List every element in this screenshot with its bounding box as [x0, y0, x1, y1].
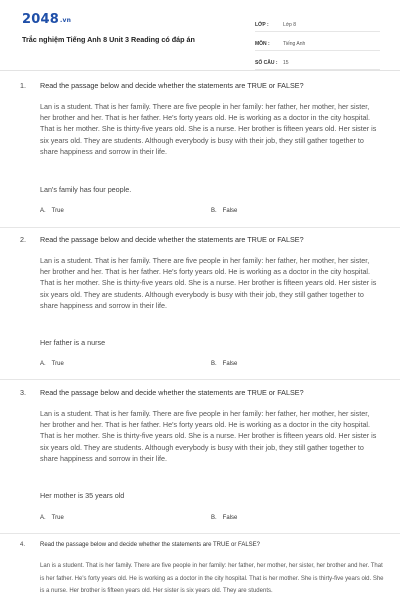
- option-text: False: [222, 361, 238, 367]
- question-passage: Lan is a student. That is her family. There are five people in her family: her father, her mother, her sister, her brother and her. That is her father. He's forty years old. He is working as a doctor in the city hospital. That is her mother. She is thirty-five years old. She is a nurse. Her brother is fifteen years old. Her sister is six years old. They are students. Although everybody is busy with their job, they still gather together to share happiness and sorrow in their life.: [40, 409, 377, 463]
- question-passage: Lan is a student. That is her family. There are five people in her family: her father, her mother, her sister, her brother and her. That is her father. He's forty years old. He is working as a doctor in the city hospital. That is her mother. She is thirty-five years old. She is a nurse. Her brother is fifteen years old. Her sister is six years old. They are students. Although everybody is busy with their job, they still gather together to share happiness and sorrow in their life.: [40, 102, 377, 156]
- meta-info: [255, 13, 380, 70]
- divider: [0, 533, 400, 534]
- question-number: 2.: [20, 235, 26, 244]
- meta-row-count: [255, 51, 380, 70]
- meta-key: MÔN :: [255, 41, 270, 47]
- question-passage: Lan is a student. That is her family. There are five people in her family: her father, her mother, her sister, her brother and her. That is her father. He's forty years old. He is working as a doctor in the city hospital. That is her mother. She is thirty-five years old. She is a nurse. Her brother is fifteen years old. Her sister is six years old. They are students.: [40, 563, 384, 594]
- meta-key: LỚP :: [255, 22, 269, 28]
- option-text: True: [51, 361, 64, 367]
- option-text: False: [222, 515, 238, 521]
- question-passage: Lan is a student. That is her family. There are five people in her family: her father, her mother, her sister, her brother and her. That is her father. He's forty years old. He is working as a doctor in the city hospital. That is her mother. She is thirty-five years old. She is a nurse. Her brother is fifteen years old. Her sister is six years old. They are students. Although everybody is busy with their job, they still gather together to share happiness and sorrow in their life.: [40, 256, 377, 310]
- brand-suffix: .vn: [59, 17, 72, 24]
- option-b[interactable]: [211, 515, 237, 521]
- meta-value: 15: [283, 60, 289, 66]
- question-prompt: Read the passage below and decide whether the statements are TRUE or FALSE?: [40, 542, 261, 548]
- brand-logo[interactable]: [22, 12, 71, 27]
- question-number: 1.: [20, 81, 26, 90]
- document-title: Trắc nghiệm Tiếng Anh 8 Unit 3 Reading có đáp án: [22, 35, 195, 44]
- option-text: True: [51, 515, 64, 521]
- meta-key: SỐ CÂU :: [255, 60, 278, 66]
- question-statement: Lan's family has four people.: [40, 185, 132, 194]
- divider: [0, 227, 400, 228]
- page-header: [0, 0, 400, 71]
- question-statement: Her mother is 35 years old: [40, 491, 125, 500]
- option-letter: B.: [211, 361, 217, 367]
- question-prompt: Read the passage below and decide whether the statements are TRUE or FALSE?: [40, 388, 304, 397]
- option-letter: A.: [40, 361, 46, 367]
- option-b[interactable]: [211, 208, 237, 214]
- meta-row-subject: [255, 32, 380, 51]
- question-prompt: Read the passage below and decide whether the statements are TRUE or FALSE?: [40, 235, 304, 244]
- meta-row-class: [255, 13, 380, 32]
- option-letter: A.: [40, 208, 46, 214]
- option-text: True: [51, 208, 64, 214]
- question-number: 3.: [20, 388, 26, 397]
- option-b[interactable]: [211, 361, 237, 367]
- option-letter: B.: [211, 515, 217, 521]
- divider: [0, 379, 400, 380]
- question-statement: Her father is a nurse: [40, 338, 106, 347]
- option-letter: B.: [211, 208, 217, 214]
- meta-value: Tiếng Anh: [283, 41, 306, 47]
- option-a[interactable]: [40, 361, 64, 367]
- question-prompt: Read the passage below and decide whether the statements are TRUE or FALSE?: [40, 81, 304, 90]
- question-number: 4.: [20, 542, 26, 548]
- meta-value: Lớp 8: [283, 22, 297, 28]
- option-letter: A.: [40, 515, 46, 521]
- option-a[interactable]: [40, 515, 64, 521]
- option-a[interactable]: [40, 208, 64, 214]
- option-text: False: [222, 208, 238, 214]
- brand-main: 2048: [22, 12, 59, 27]
